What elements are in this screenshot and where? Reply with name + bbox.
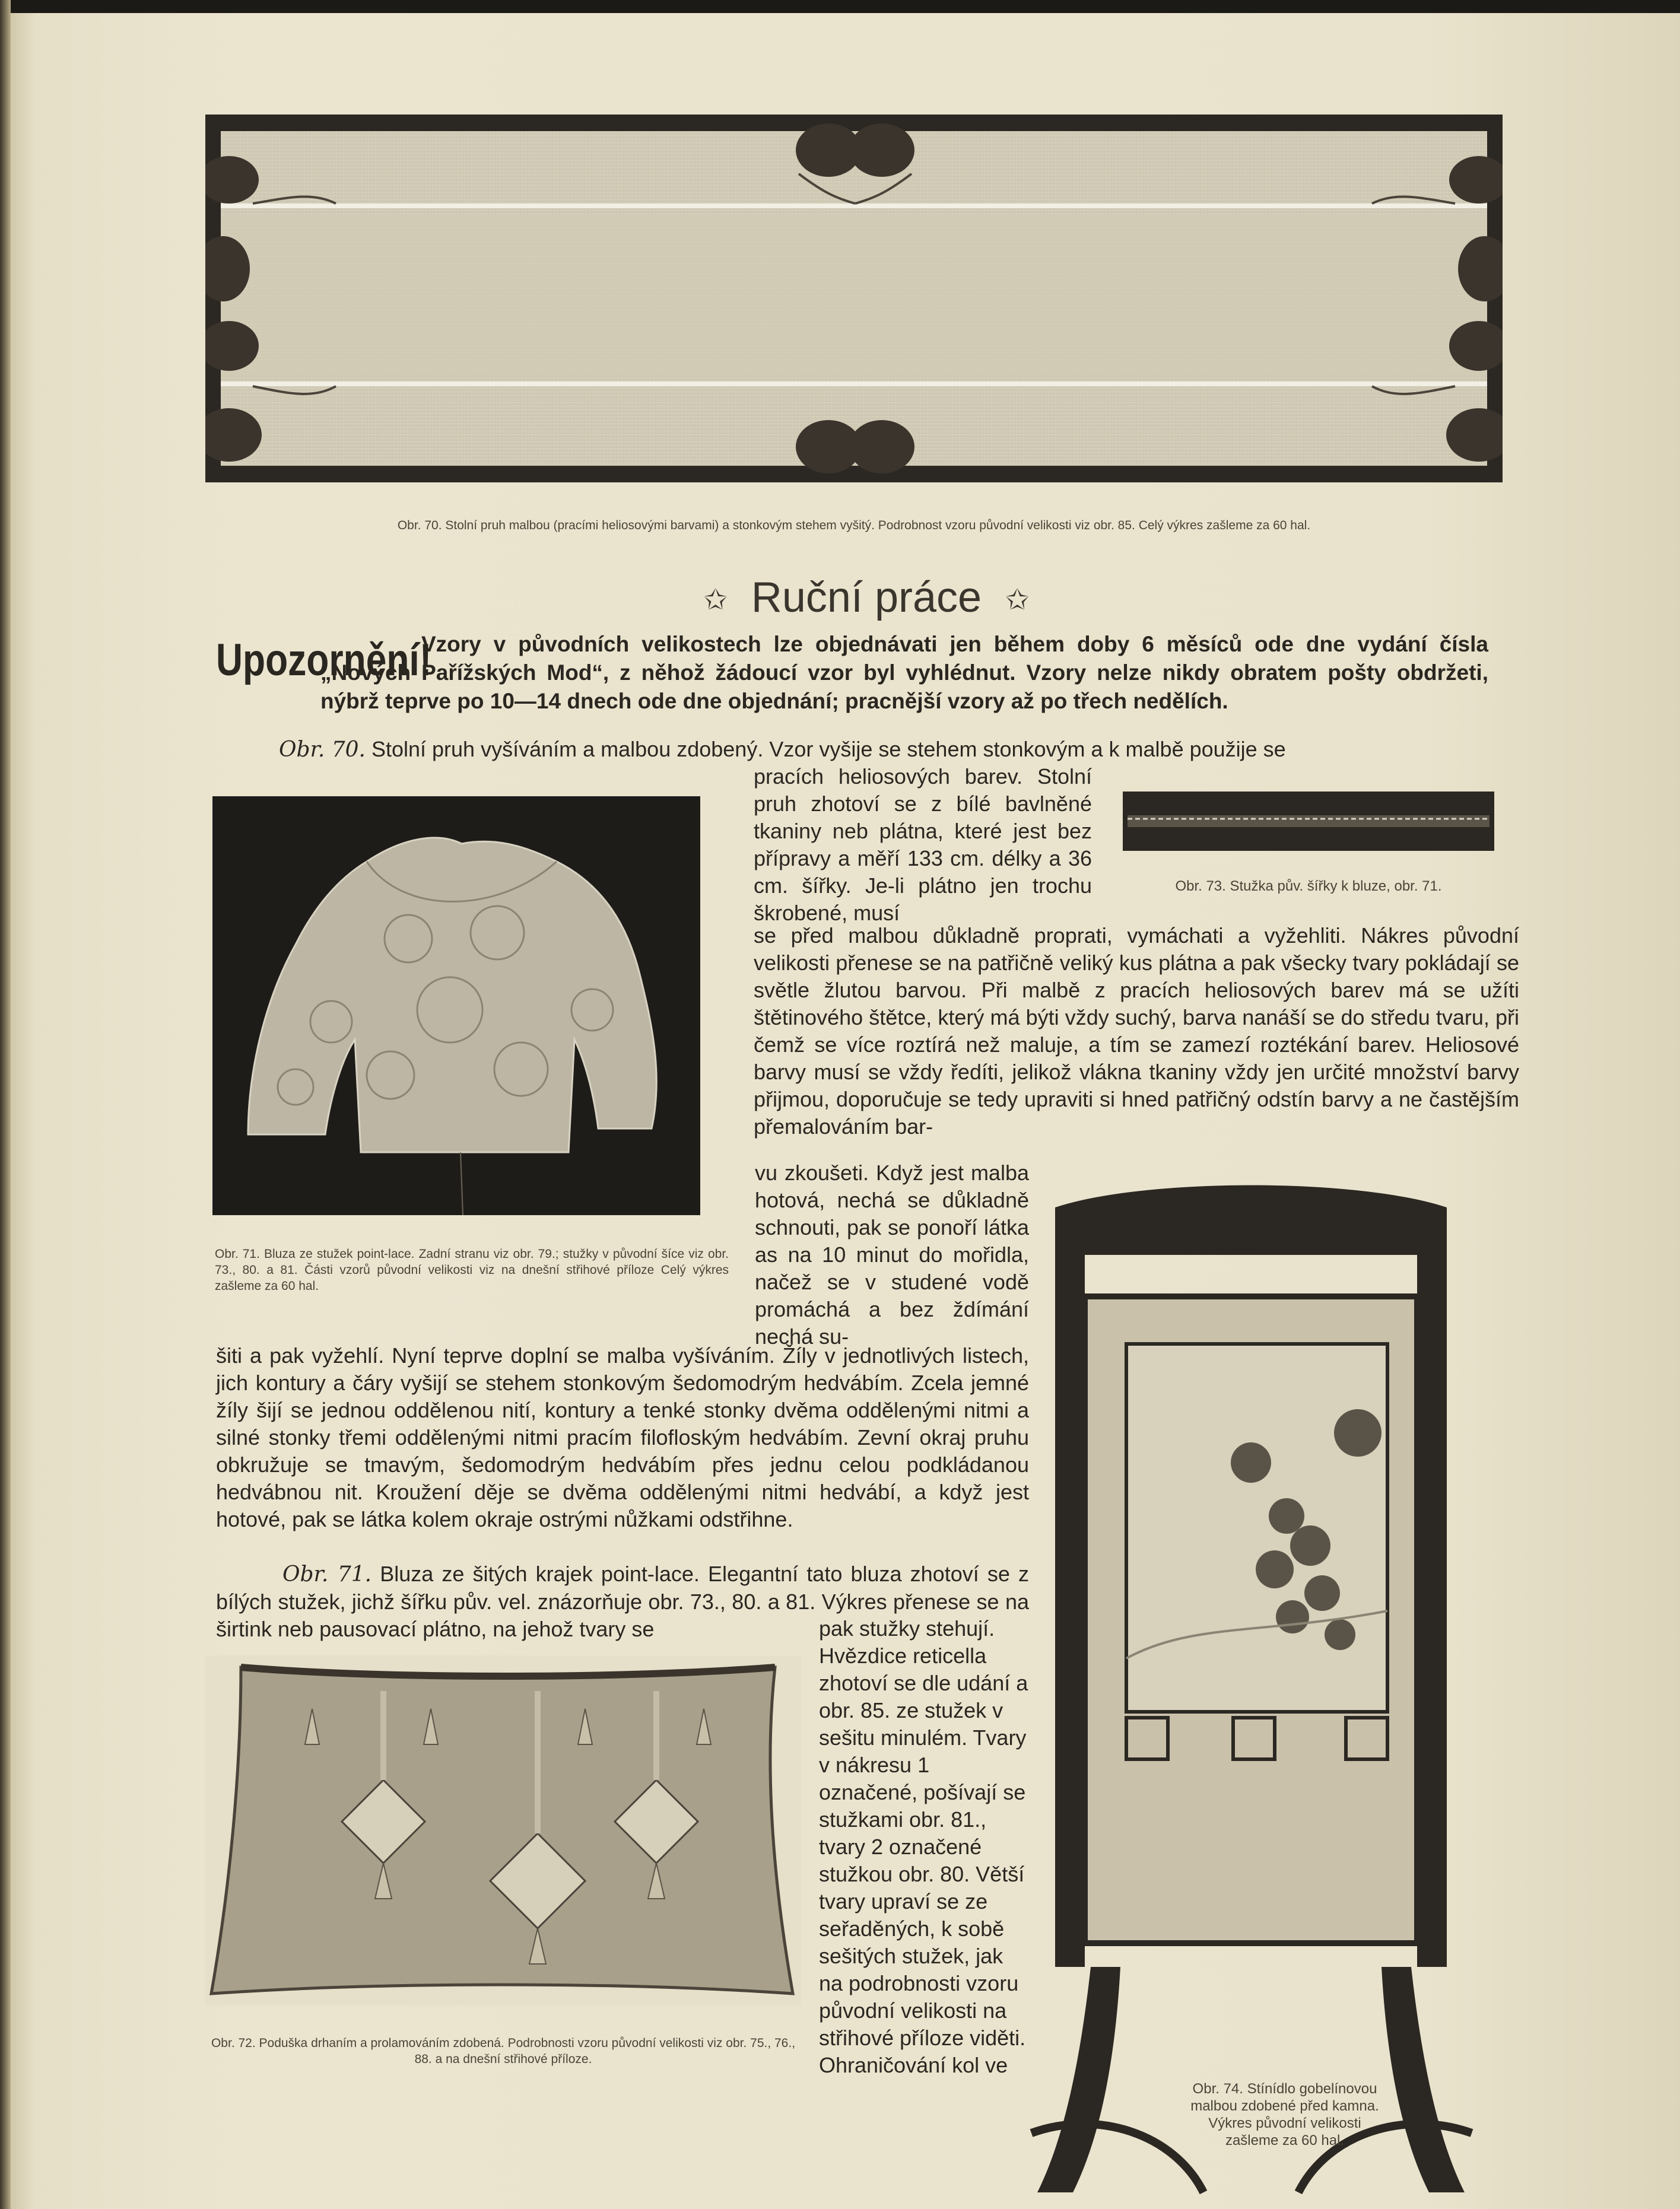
blouse-illustration [212, 796, 700, 1215]
star-icon: ✩ [703, 584, 728, 616]
figure-74-caption: Obr. 74. Stínídlo gobelínovou malbou zdobené před kamna. Výkres původní velikosti zašleme za 60 hal. [1190, 2081, 1379, 2148]
scan-left-edge [0, 0, 11, 2209]
cushion-illustration [205, 1655, 801, 2005]
ribbon-illustration [1123, 792, 1494, 851]
paragraph-71-text: Bluza ze šitých krajek point-lace. Elegantní tato bluza zhotoví se z bílých stužek, jichž šířku pův. vel. znázorňuje obr. 73., 80. a 81. Výkres přenese se na širtink neb pausovací plátno, na jehož tvary se [216, 1562, 1029, 1641]
paragraph-70-text: Stolní pruh vyšíváním a malbou zdobený. Vzor vyšije se stehem stonkovým a k malbě použije se [371, 737, 1286, 761]
article-column-c: vu zkoušeti. Když jest malba hotová, nechá se důkladně schnouti, pak se ponoří látka as na 10 minut do mořidla, načež se v studené vodě promáchá a bez ždímání nechá su- [755, 1161, 1029, 1349]
article-column-b: se před malbou důkladně proprati, vymáchati a vyžehliti. Nákres původní velikosti přenese se na patřičně veliký kus plátna a pak všecky tvary pokládají se světle žlutou barvou. Při malbě z pracích heliosových barev má se užíti štětinového štětce, který má býti vždy suchý, barva nanáší se do středu tvaru, při čemž se více roztírá než maluje, a tím se zamezí roztékání barev. Heliosové barvy musí se vždy ředíti, jelikož vlákna tkaniny vždy jen určité množství barvy přijmou, doporučuje se tedy upraviti si hned patřičný odstín barvy a ne častějším přemalováním bar- [754, 923, 1519, 1139]
article-column-e: pak stužky stehují. Hvězdice reticella zhotoví se dle udání a obr. 85. ze stužek v sešitu minulém. Tvary v nákresu 1 označené, pošívají se stužkami obr. 81., tvary 2 označené stužkou obr. 80. Větší tvary upraví se ze seřaděných, k sobě sešitých stužek, jak na podrobnosti vzoru původní velikosti na střihové příloze viděti. Ohraničování kol ve [819, 1616, 1028, 2077]
article-column-d: šiti a pak vyžehlí. Nyní teprve doplní se malba vyšíváním. Žíly v jednotlivých listech, jich kontury a čáry vyšijí se stehem stonkovým šedomodrým hedvábím. Zcela jemné žíly šijí se jednou oddělenou nití, kontury a tenké stonky dvěma oddělenými nitmi a silné stonky třemi oddělenými nitmi pracím filofloským hedvábím. Zevní okraj pruhu obkružuje se tmavým, šedomodrým hedvábím přes jednu celou podkládanou hedvábnou nit. Kroužení děje se dvěma oddělenými nitmi hedvábí, a když jest hotové, pak se látka kolem okraje ostrými nůžkami odstřihne. [216, 1343, 1029, 1531]
notice-text: Vzory v původních velikostech lze objednávati jen během doby 6 měsíců ode dne vydání čísla „Nových Pařížských Mod“, z něhož žádoucí vzor byl vyhlédnut. Vzory nelze nikdy obratem pošty obdržeti, nýbrž teprve po 10—14 dnech ode dne objednání; pracnější vzory až po třech nedělích. [320, 632, 1488, 713]
section-title [653, 571, 1080, 624]
table-runner-illustration [205, 115, 1503, 482]
figure-70-caption: Obr. 70. Stolní pruh malbou (pracími heliosovými barvami) a stonkovým stehem vyšitý. Podrobnost vzoru původní velikosti viz obr. 85. Celý výkres zašleme za 60 hal. [397, 519, 1311, 532]
figure-72-cushion [205, 1655, 801, 2005]
article-paragraph-70-first-line [279, 736, 1514, 764]
article-column-a: pracích heliosových barev. Stolní pruh zhotoví se z bílé bavlněné tkaniny neb plátna, které jest bez přípravy a měří 133 cm. délky a 36 cm. šířky. Je-li plátno jen trochu škrobené, musí [754, 764, 1092, 925]
notice-label: Upozornění! [216, 635, 432, 685]
figure-70-table-runner [205, 115, 1503, 482]
figure-72-caption: Obr. 72. Poduška drhaním a prolamováním zdobená. Podrobnosti vzoru původní velikosti viz obr. 75., 76., 88. a na dnešní střihové příloze. [211, 2036, 796, 2066]
scan-top-edge [0, 0, 1680, 13]
paragraph-70-label: Obr. 70. [279, 738, 366, 762]
figure-71-caption: Obr. 71. Bluza ze stužek point-lace. Zadní stranu viz obr. 79.; stužky v původní šíce viz obr. 73., 80. a 81. Části vzorů původní velikosti viz na dnešní střihové příloze Celý výkres zašleme za 60 hal. [215, 1247, 729, 1293]
figure-74-fire-screen [1025, 1184, 1478, 2204]
fire-screen-illustration [1025, 1184, 1478, 2204]
figure-73-ribbon [1123, 792, 1494, 851]
figure-71-blouse-photo [212, 796, 700, 1215]
paragraph-71-label: Obr. 71. [282, 1562, 372, 1587]
section-title-text: Ruční práce [751, 574, 982, 621]
star-icon: ✩ [1005, 584, 1030, 616]
figure-73-caption: Obr. 73. Stužka pův. šířky k bluze, obr. 71. [1175, 878, 1442, 894]
